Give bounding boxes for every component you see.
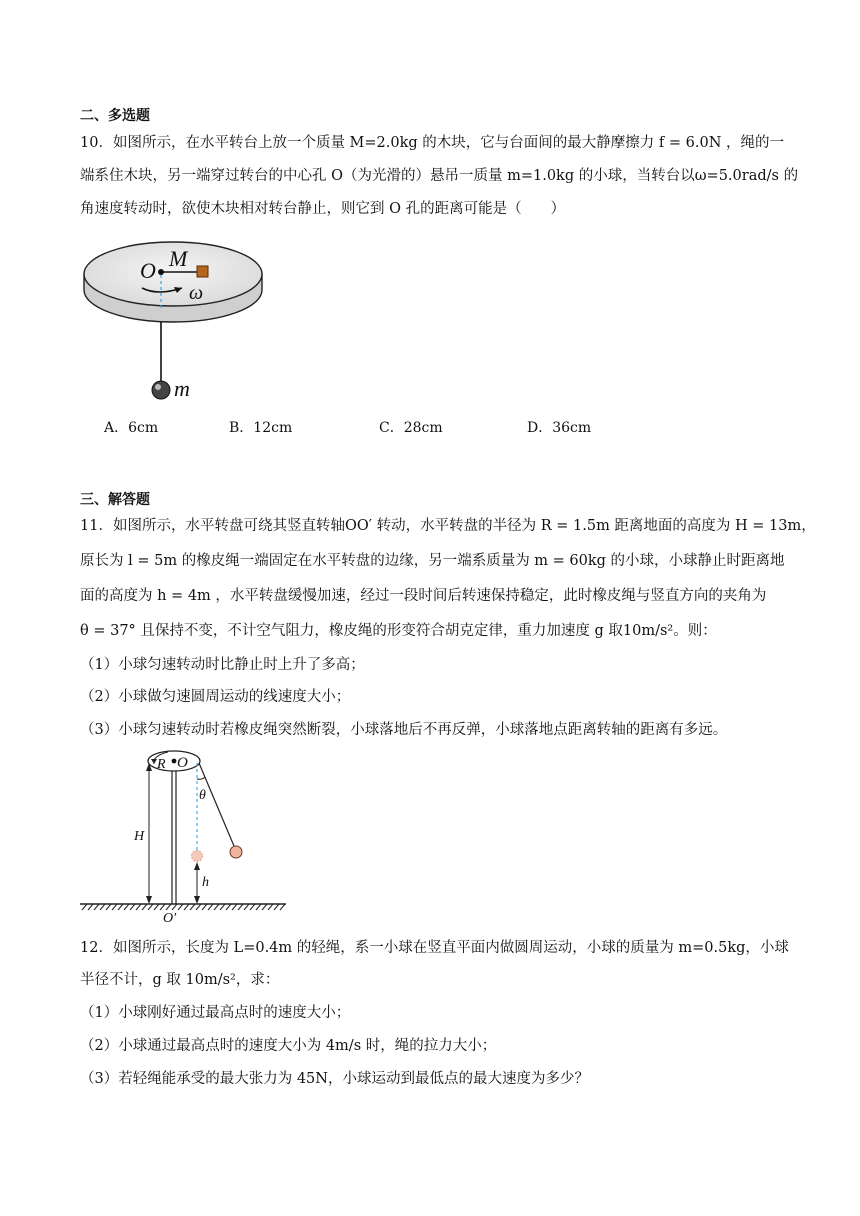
q11-label-o: O [177, 755, 188, 771]
q11-text-line-4: θ = 37° 且保持不变，不计空气阻力，橡皮绳的形变符合胡克定律，重力加速度 g 取10m/s²。则： [80, 623, 717, 639]
q11-label-theta: θ [199, 788, 206, 803]
q11-rotating-disk-figure [78, 746, 290, 924]
q10-option-c: C．28cm [379, 420, 443, 436]
section-heading-answer: 三、解答题 [80, 492, 150, 508]
section-heading-multiple-choice: 二、多选题 [80, 108, 150, 124]
q12-text-line-2: 半径不计，g 取 10m/s²，求： [80, 972, 280, 988]
q12-subquestion-1: （1）小球刚好通过最高点时的速度大小； [80, 1005, 351, 1021]
q10-option-b: B．12cm [229, 420, 293, 436]
q11-subquestion-1: （1）小球匀速转动时比静止时上升了多高； [80, 657, 365, 673]
q12-text-line-1: 12．如图所示，长度为 L=0.4m 的轻绳，系一小球在竖直平面内做圆周运动，小球的质量为 m=0.5kg，小球 [80, 940, 789, 956]
q10-label-omega: ω [189, 282, 204, 304]
q11-label-r: R [157, 757, 166, 772]
q10-option-d: D．36cm [527, 420, 592, 436]
q12-subquestion-2: （2）小球通过最高点时的速度大小为 4m/s 时，绳的拉力大小； [80, 1038, 497, 1054]
q11-label-h-big: H [134, 829, 145, 844]
q11-label-h-small: h [202, 875, 209, 890]
q10-label-m-big: M [169, 246, 188, 271]
q10-option-a: A．6cm [104, 420, 159, 436]
q11-label-o-prime: O′ [163, 911, 177, 924]
q10-turntable-figure [78, 238, 268, 408]
q11-text-line-1: 11．如图所示，水平转盘可绕其竖直转轴OO′ 转动，水平转盘的半径为 R = 1.5m 距离地面的高度为 H = 13m， [80, 518, 816, 534]
q10-text-line-2: 端系住木块，另一端穿过转台的中心孔 O（为光滑的）悬吊一质量 m=1.0kg 的小球，当转台以ω=5.0rad/s 的 [80, 168, 799, 184]
q11-text-line-3: 面的高度为 h = 4m ，水平转盘缓慢加速，经过一段时间后转速保持稳定，此时橡皮绳与竖直方向的夹角为 [80, 588, 767, 604]
q10-text-line-3: 角速度转动时，欲使木块相对转台静止，则它到 O 孔的距离可能是（ ） [80, 201, 566, 217]
q12-subquestion-3: （3）若轻绳能承受的最大张力为 45N，小球运动到最低点的最大速度为多少？ [80, 1071, 589, 1087]
q11-text-line-2: 原长为 l = 5m 的橡皮绳一端固定在水平转盘的边缘，另一端系质量为 m = 60kg 的小球，小球静止时距离地 [80, 553, 785, 569]
q11-subquestion-2: （2）小球做匀速圆周运动的线速度大小； [80, 689, 351, 705]
q10-label-m-small: m [174, 376, 190, 401]
q10-text-line-1: 10．如图所示，在水平转台上放一个质量 M=2.0kg 的木块，它与台面间的最大静摩擦力 f = 6.0N ，绳的一 [80, 135, 784, 151]
q10-label-o: O [140, 258, 156, 283]
q11-subquestion-3: （3）小球匀速转动时若橡皮绳突然断裂，小球落地后不再反弹，小球落地点距离转轴的距离有多远。 [80, 722, 728, 738]
